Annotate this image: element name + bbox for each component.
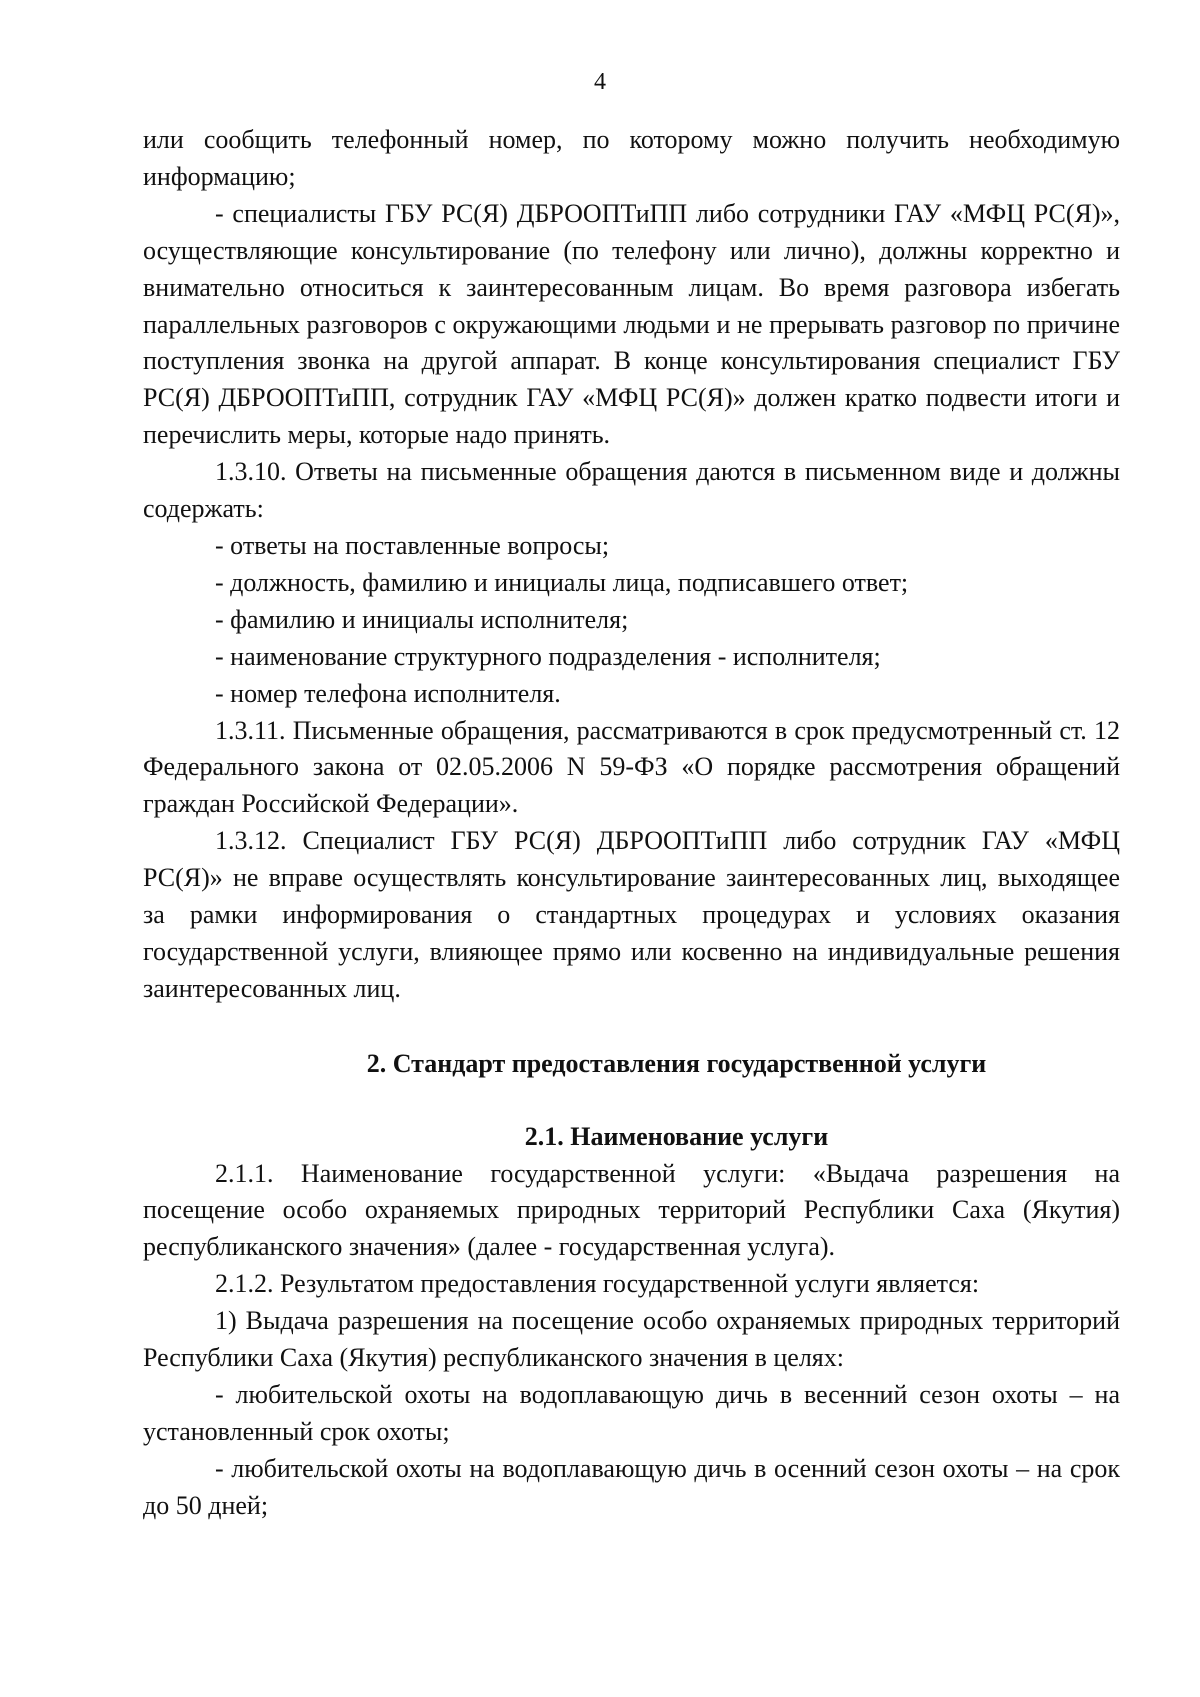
paragraph: 1) Выдача разрешения на посещение особо охраняемых природных территорий Республики Саха (Якутия) республиканского значения в целях:: [143, 1306, 1120, 1373]
paragraphs-top: [143, 122, 1120, 1008]
paragraph: 2.1.2. Результатом предоставления государственной услуги является:: [215, 1269, 980, 1299]
paragraph: 2.1.1. Наименование государственной услуги: «Выдача разрешения на посещение особо охраняемых природных территорий Республики Саха (Якутия) республиканского значения» (далее - государственная услуга).: [143, 1158, 1120, 1262]
list-item: - любительской охоты на водоплавающую дичь в осенний сезон охоты – на срок до 50 дней;: [143, 1453, 1120, 1520]
list-item: - любительской охоты на водоплавающую дичь в весенний сезон охоты – на установленный срок охоты;: [143, 1380, 1120, 1446]
paragraph: 1.3.10. Ответы на письменные обращения даются в письменном виде и должны содержать:: [143, 457, 1120, 524]
document-body: [143, 122, 1120, 1525]
list-item: - должность, фамилию и инициалы лица, подписавшего ответ;: [215, 567, 909, 597]
section-heading: 2. Стандарт предоставления государственной услуги: [366, 1048, 987, 1078]
list-item: - наименование структурного подразделения - исполнителя;: [215, 641, 881, 671]
paragraph: 1.3.12. Специалист ГБУ РС(Я) ДБРООПТиПП либо сотрудник ГАУ «МФЦ РС(Я)» не вправе осуществлять консультирование заинтересованных лиц, выходящее за рамки информирования о стандартных процедурах и условиях оказания государственной услуги, влияющее прямо или косвенно на индивидуальные решения заинтересованных лиц.: [143, 826, 1120, 1003]
paragraph: или сообщить телефонный номер, по которому можно получить необходимую информацию;: [143, 125, 1120, 191]
paragraph: 1.3.11. Письменные обращения, рассматриваются в срок предусмотренный ст. 12 Федерального закона от 02.05.2006 N 59-ФЗ «О порядке рассмотрения обращений граждан Российской Федерации».: [143, 715, 1120, 819]
paragraphs-bottom: [143, 1156, 1120, 1525]
list-item: - фамилию и инициалы исполнителя;: [215, 604, 629, 634]
page-number: 4: [594, 69, 606, 95]
list-item: - номер телефона исполнителя.: [215, 678, 561, 708]
subsection-heading: 2.1. Наименование услуги: [524, 1121, 829, 1151]
paragraph: - специалисты ГБУ РС(Я) ДБРООПТиПП либо сотрудники ГАУ «МФЦ РС(Я)», осуществляющие консультирование (по телефону или лично), должны корректно и внимательно относиться к заинтересованным лицам. Во время разговора избегать параллельных разговоров с окружающими людьми и не прерывать разговор по причине поступления звонка на другой аппарат. В конце консультирования специалист ГБУ РС(Я) ДБРООПТиПП, сотрудник ГАУ «МФЦ РС(Я)» должен кратко подвести итоги и перечислить меры, которые надо принять.: [143, 198, 1120, 450]
list-item: - ответы на поставленные вопросы;: [215, 530, 610, 560]
